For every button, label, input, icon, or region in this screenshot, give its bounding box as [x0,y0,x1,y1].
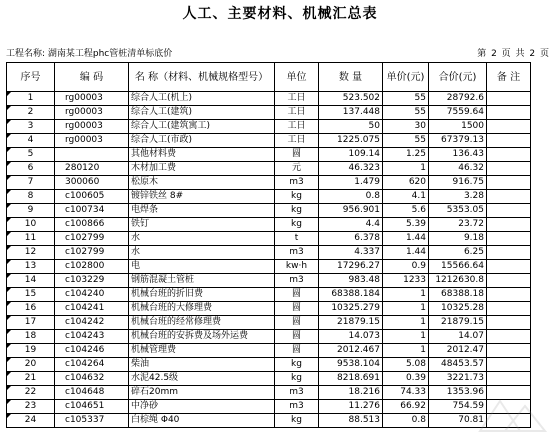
row-no [7,218,55,232]
row-code: c100734 [55,204,129,218]
row-name: 其他材料费 [129,148,275,162]
row-name: 机械台班的大修理费 [129,302,275,316]
row-no-text: 1 [27,93,34,103]
row-name: 机械台班的折旧费 [129,288,275,302]
row-note [487,218,531,232]
row-code: rg00003 [55,92,129,106]
row-note [487,372,531,386]
row-note [487,162,531,176]
row-code: c104651 [55,400,129,414]
table-row [7,260,531,274]
cell-comment-marker [7,274,11,278]
row-price: 1 [383,288,429,302]
row-code: c103229 [55,274,129,288]
row-code: c102800 [55,260,129,274]
row-no-text: 21 [24,373,37,383]
row-qty: 523.502 [319,92,383,106]
row-code: rg00003 [55,134,129,148]
row-no-text: 6 [27,163,34,173]
row-unit: m3 [275,400,319,414]
table-row [7,274,531,288]
cell-comment-marker [7,358,11,362]
row-total: 23.72 [429,218,487,232]
row-unit: m3 [275,246,319,260]
row-name: 电 [129,260,275,274]
row-note [487,134,531,148]
row-no [7,134,55,148]
cell-comment-marker [7,162,11,166]
cell-comment-marker [7,400,11,404]
row-code: c104246 [55,344,129,358]
row-no-text: 4 [27,135,34,145]
row-no [7,260,55,274]
cell-comment-marker [7,316,11,320]
row-note [487,358,531,372]
row-total: 48453.57 [429,358,487,372]
row-no-text: 24 [24,415,37,425]
row-name: 镀锌铁丝 8# [129,190,275,204]
row-price: 620 [383,176,429,190]
table-row [7,344,531,358]
cell-comment-marker [7,414,11,418]
row-note [487,148,531,162]
cell-comment-marker [7,176,11,180]
cell-comment-marker [7,386,11,390]
row-qty: 4.4 [319,218,383,232]
row-qty: 21879.15 [319,316,383,330]
row-code: c104264 [55,358,129,372]
table-row [7,176,531,190]
row-name: 中净砂 [129,400,275,414]
table-row [7,302,531,316]
row-qty: 2012.467 [319,344,383,358]
row-qty: 46.323 [319,162,383,176]
row-no-text: 14 [24,275,37,285]
row-unit: m3 [275,274,319,288]
row-no [7,148,55,162]
row-no-text: 3 [27,121,34,131]
row-unit: kw·h [275,260,319,274]
table-row [7,92,531,106]
cell-comment-marker [7,190,11,194]
row-name: 柴油 [129,358,275,372]
row-no [7,302,55,316]
row-qty: 4.337 [319,246,383,260]
row-total: 14.07 [429,330,487,344]
row-unit: m3 [275,386,319,400]
row-note [487,302,531,316]
row-price: 0.9 [383,260,429,274]
row-no-text: 22 [24,387,37,397]
table-row [7,316,531,330]
row-total: 46.32 [429,162,487,176]
row-no [7,400,55,414]
row-no [7,288,55,302]
row-name: 白棕绳 Φ40 [129,414,275,428]
page-indicator: 第 2 页 共 2 页 [477,49,550,59]
row-code: c104242 [55,316,129,330]
row-note [487,344,531,358]
row-code: c104648 [55,386,129,400]
row-name: 综合人工(市政) [129,134,275,148]
row-total: 5353.05 [429,204,487,218]
row-total: 754.59 [429,400,487,414]
row-code: c104240 [55,288,129,302]
row-no [7,92,55,106]
table-row [7,232,531,246]
row-price: 1 [383,162,429,176]
row-unit: 工日 [275,92,319,106]
table-row [7,372,531,386]
row-name: 机械台班的安拆费及场外运费 [129,330,275,344]
row-code [55,148,129,162]
row-code: c100866 [55,218,129,232]
cell-comment-marker [7,134,11,138]
table-row [7,358,531,372]
row-price: 5.08 [383,358,429,372]
row-total: 3221.73 [429,372,487,386]
row-name: 综合人工(机上) [129,92,275,106]
row-name: 电焊条 [129,204,275,218]
table-row [7,120,531,134]
row-total: 70.81 [429,414,487,428]
row-code: rg00003 [55,106,129,120]
row-no-text: 9 [27,205,34,215]
row-note [487,176,531,190]
row-name: 铁钉 [129,218,275,232]
row-no-text: 7 [27,177,34,187]
row-name: 碎石20mm [129,386,275,400]
cell-comment-marker [7,330,11,334]
row-unit: kg [275,372,319,386]
row-qty: 17296.27 [319,260,383,274]
row-qty: 11.276 [319,400,383,414]
row-total: 136.43 [429,148,487,162]
row-total: 3.28 [429,190,487,204]
row-total: 7559.64 [429,106,487,120]
row-price: 55 [383,106,429,120]
cell-comment-marker [7,92,11,96]
table-row [7,148,531,162]
col-header-code: 编 码 [55,63,129,92]
row-note [487,288,531,302]
row-price: 5.39 [383,218,429,232]
row-price: 1 [383,302,429,316]
row-price: 1 [383,344,429,358]
row-no [7,372,55,386]
col-header-price: 单价(元) [383,63,429,92]
table-row [7,386,531,400]
row-code: c102799 [55,232,129,246]
row-no [7,232,55,246]
row-price: 30 [383,120,429,134]
row-price: 1 [383,330,429,344]
row-total: 28792.6 [429,92,487,106]
cell-comment-marker [7,302,11,306]
row-no [7,330,55,344]
row-total: 1500 [429,120,487,134]
row-qty: 18.216 [319,386,383,400]
row-note [487,260,531,274]
row-no [7,358,55,372]
cell-comment-marker [7,218,11,222]
row-qty: 956.901 [319,204,383,218]
row-total: 2012.47 [429,344,487,358]
row-qty: 9538.104 [319,358,383,372]
cell-comment-marker [7,246,11,250]
row-no-text: 2 [27,107,34,117]
row-price: 1233 [383,274,429,288]
row-note [487,190,531,204]
row-qty: 1225.075 [319,134,383,148]
row-price: 1.44 [383,232,429,246]
row-unit: 圆 [275,302,319,316]
row-unit: kg [275,218,319,232]
cell-comment-marker [7,106,11,110]
row-note [487,274,531,288]
row-no-text: 16 [24,303,37,313]
row-no-text: 11 [24,233,37,243]
row-price: 74.33 [383,386,429,400]
row-code: c105337 [55,414,129,428]
row-unit: t [275,232,319,246]
row-no [7,316,55,330]
row-code: 300060 [55,176,129,190]
row-note [487,92,531,106]
row-unit: kg [275,190,319,204]
table-row [7,288,531,302]
row-unit: 圆 [275,344,319,358]
cell-comment-marker [7,372,11,376]
row-qty: 0.8 [319,190,383,204]
row-no-text: 15 [24,289,37,299]
row-no [7,204,55,218]
row-no [7,190,55,204]
table-row [7,204,531,218]
watermark-logo [470,391,550,441]
row-qty: 10325.279 [319,302,383,316]
row-unit: 工日 [275,134,319,148]
row-total: 6.25 [429,246,487,260]
cell-comment-marker [7,120,11,124]
table-body [7,92,531,428]
row-name: 水 [129,232,275,246]
col-header-no: 序号 [7,63,55,92]
row-note [487,316,531,330]
col-header-qty: 数 量 [319,63,383,92]
row-no-text: 5 [27,149,34,159]
row-price: 1 [383,316,429,330]
row-qty: 137.448 [319,106,383,120]
row-no-text: 23 [24,401,37,411]
row-price: 55 [383,92,429,106]
row-unit: 圆 [275,148,319,162]
cell-comment-marker [7,344,11,348]
row-no [7,344,55,358]
row-price: 4.1 [383,190,429,204]
row-name: 水 [129,246,275,260]
table-row [7,400,531,414]
row-price: 1.25 [383,148,429,162]
row-code: c102799 [55,246,129,260]
row-name: 机械台班的经常修理费 [129,316,275,330]
row-qty: 109.14 [319,148,383,162]
col-header-name: 名 称（材料、机械规格型号） [129,63,275,92]
row-no [7,246,55,260]
row-unit: kg [275,204,319,218]
row-no [7,162,55,176]
row-price: 66.92 [383,400,429,414]
row-code: c104243 [55,330,129,344]
row-qty: 983.48 [319,274,383,288]
summary-table [6,62,531,428]
row-no-text: 12 [24,247,37,257]
row-no [7,176,55,190]
col-header-note: 备 注 [487,63,531,92]
row-name: 综合人工(建筑) [129,106,275,120]
row-code: 280120 [55,162,129,176]
row-no [7,274,55,288]
table-row [7,330,531,344]
row-qty: 88.513 [319,414,383,428]
table-row [7,106,531,120]
row-no [7,414,55,428]
project-name: 工程名称: 湖南某工程phc管桩清单标底价 [6,49,173,59]
row-code: rg00003 [55,120,129,134]
table-row [7,162,531,176]
row-no [7,386,55,400]
row-price: 1.44 [383,246,429,260]
row-no-text: 17 [24,317,37,327]
row-total: 916.75 [429,176,487,190]
row-total: 1212630.8 [429,274,487,288]
table-row [7,414,531,428]
row-unit: 圆 [275,316,319,330]
row-price: 0.39 [383,372,429,386]
row-name: 松原木 [129,176,275,190]
row-qty: 1.479 [319,176,383,190]
row-qty: 50 [319,120,383,134]
row-note [487,330,531,344]
row-no-text: 19 [24,345,37,355]
row-note [487,120,531,134]
row-total: 15566.64 [429,260,487,274]
row-price: 55 [383,134,429,148]
col-header-unit: 单位 [275,63,319,92]
row-total: 67379.13 [429,134,487,148]
row-total: 10325.28 [429,302,487,316]
row-note [487,232,531,246]
row-qty: 14.073 [319,330,383,344]
cell-comment-marker [7,288,11,292]
row-note [487,106,531,120]
cell-comment-marker [7,204,11,208]
row-no-text: 10 [24,219,37,229]
row-no [7,106,55,120]
table-row [7,134,531,148]
report-info-bar [6,44,556,60]
row-no [7,120,55,134]
row-name: 钢筋混凝土管桩 [129,274,275,288]
row-code: c104632 [55,372,129,386]
row-no-text: 8 [27,191,34,201]
row-price: 5.6 [383,204,429,218]
row-qty: 68388.184 [319,288,383,302]
row-qty: 8218.691 [319,372,383,386]
cell-comment-marker [7,260,11,264]
row-no-text: 13 [24,261,37,271]
row-unit: 圆 [275,288,319,302]
row-total: 68388.18 [429,288,487,302]
row-price: 0.8 [383,414,429,428]
row-name: 综合人工(建筑寓工) [129,120,275,134]
report-title: 人工、主要材料、机械汇总表 [182,6,378,22]
row-total: 9.18 [429,232,487,246]
row-unit: 圆 [275,330,319,344]
row-unit: m3 [275,176,319,190]
row-unit: 元 [275,162,319,176]
row-unit: kg [275,414,319,428]
header-row [7,63,531,92]
row-unit: kg [275,358,319,372]
row-name: 水泥42.5级 [129,372,275,386]
row-total: 21879.15 [429,316,487,330]
row-code: c100605 [55,190,129,204]
cell-comment-marker [7,148,11,152]
row-no-text: 18 [24,331,37,341]
col-header-total: 合价(元) [429,63,487,92]
row-code: c104241 [55,302,129,316]
table-row [7,246,531,260]
table-row [7,218,531,232]
row-unit: 工日 [275,106,319,120]
row-qty: 6.378 [319,232,383,246]
row-note [487,246,531,260]
row-note [487,204,531,218]
row-unit: 工日 [275,120,319,134]
row-name: 机械管理费 [129,344,275,358]
row-name: 木材加工费 [129,162,275,176]
row-total: 1353.96 [429,386,487,400]
row-no-text: 20 [24,359,37,369]
table-row [7,190,531,204]
cell-comment-marker [7,232,11,236]
